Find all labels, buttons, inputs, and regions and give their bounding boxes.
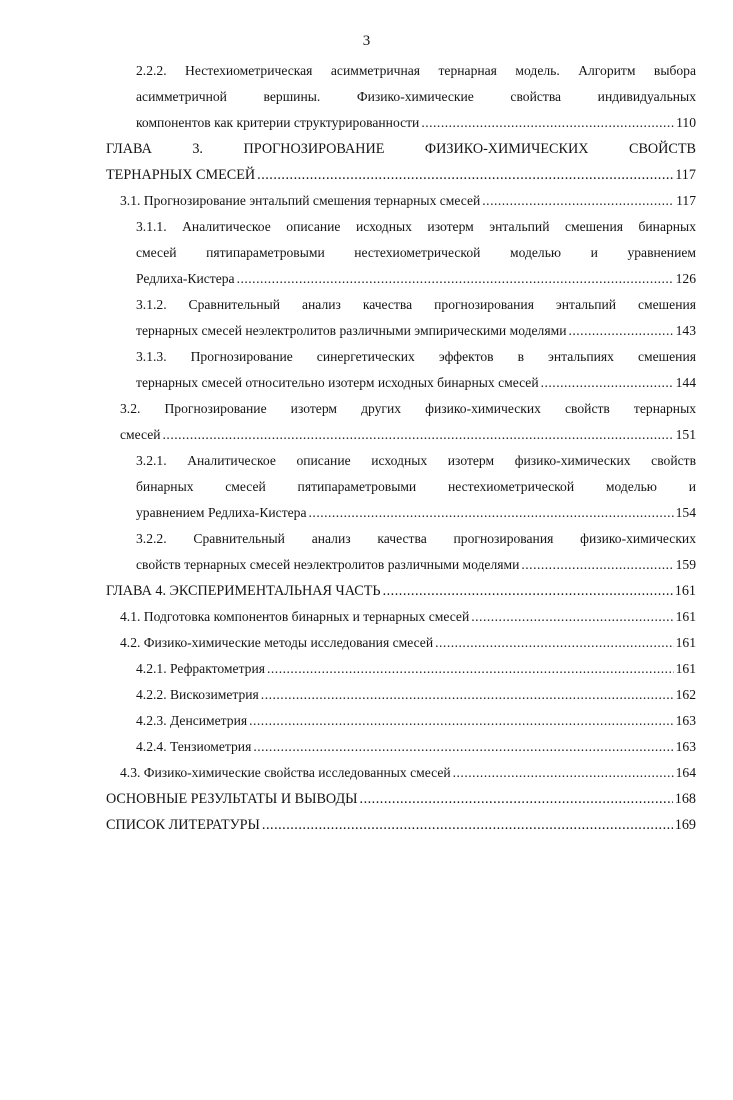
toc-entry-title: тернарных смесей неэлектролитов различными эмпирическими моделями bbox=[136, 323, 567, 338]
toc-entry-last-line bbox=[136, 734, 696, 760]
toc-entry-last-line bbox=[136, 500, 696, 526]
toc-entry-line: 2.2.2. Нестехиометрическая асимметричная тернарная модель. Алгоритм выбора bbox=[136, 63, 696, 78]
toc-entry-title: 4.2.4. Тензиометрия bbox=[136, 739, 252, 754]
toc-entry-title: 4.1. Подготовка компонентов бинарных и тернарных смесей bbox=[120, 609, 470, 624]
toc-entry-line: 3.1.2. Сравнительный анализ качества прогнозирования энтальпий смешения bbox=[136, 297, 696, 312]
toc-entry[interactable] bbox=[106, 396, 696, 448]
toc-entry[interactable] bbox=[106, 786, 696, 812]
toc-entry[interactable] bbox=[106, 214, 696, 292]
toc-entry-last-line bbox=[120, 604, 696, 630]
toc-entry[interactable] bbox=[106, 656, 696, 682]
toc-entry[interactable] bbox=[106, 188, 696, 214]
toc-entry[interactable] bbox=[106, 292, 696, 344]
dot-leader bbox=[471, 604, 673, 630]
dot-leader bbox=[421, 110, 674, 136]
toc-entry-line: 3.2.2. Сравнительный анализ качества прогнозирования физико-химических bbox=[136, 531, 696, 546]
toc-entry-last-line bbox=[106, 578, 696, 604]
toc-entry[interactable] bbox=[106, 708, 696, 734]
dot-leader bbox=[253, 734, 673, 760]
toc-entry-last-line bbox=[120, 422, 696, 448]
toc-entry[interactable] bbox=[106, 58, 696, 136]
toc-entry[interactable] bbox=[106, 448, 696, 526]
dot-leader bbox=[267, 656, 674, 682]
toc-entry-last-line bbox=[136, 682, 696, 708]
toc-entry[interactable] bbox=[106, 734, 696, 760]
toc-entry-line: смесей пятипараметровыми нестехиометрической моделью и уравнением bbox=[136, 245, 696, 260]
toc-page-number: 110 bbox=[676, 115, 696, 130]
toc-entry-line: 3.2.1. Аналитическое описание исходных изотерм физико-химических свойств bbox=[136, 453, 696, 468]
toc-entry-title: компонентов как критерии структурированности bbox=[136, 115, 420, 130]
toc-entry-title: СПИСОК ЛИТЕРАТУРЫ bbox=[106, 817, 260, 833]
dot-leader bbox=[257, 162, 673, 188]
dot-leader bbox=[383, 578, 673, 604]
toc-entry[interactable] bbox=[106, 344, 696, 396]
toc-entry-line: ГЛАВА 3. ПРОГНОЗИРОВАНИЕ ФИЗИКО-ХИМИЧЕСКИХ СВОЙСТВ bbox=[106, 141, 696, 157]
toc-entry-title: Редлиха-Кистера bbox=[136, 271, 235, 286]
toc-entry-last-line bbox=[136, 110, 696, 136]
toc-entry-title: 4.2.3. Денсиметрия bbox=[136, 713, 248, 728]
toc-entry-last-line bbox=[120, 760, 696, 786]
toc-entry-title: ТЕРНАРНЫХ СМЕСЕЙ bbox=[106, 167, 256, 183]
toc-entry-line: 3.2. Прогнозирование изотерм других физико-химических свойств тернарных bbox=[120, 401, 696, 416]
toc-page-number: 159 bbox=[675, 557, 696, 572]
toc-entry-line: бинарных смесей пятипараметровыми нестехиометрической моделью и bbox=[136, 479, 696, 494]
toc-entry-line: асимметричной вершины. Физико-химические свойства индивидуальных bbox=[136, 89, 696, 104]
toc-page-number: 162 bbox=[675, 687, 696, 702]
toc-page-number: 161 bbox=[675, 661, 696, 676]
dot-leader bbox=[568, 318, 673, 344]
toc-entry-title: свойств тернарных смесей неэлектролитов различными моделями bbox=[136, 557, 520, 572]
toc-entry[interactable] bbox=[106, 812, 696, 838]
toc-entry-last-line bbox=[120, 188, 696, 214]
toc-entry-title: тернарных смесей относительно изотерм исходных бинарных смесей bbox=[136, 375, 539, 390]
toc-entry-title: 4.2.2. Вискозиметрия bbox=[136, 687, 259, 702]
toc-entry-last-line bbox=[106, 812, 696, 838]
toc-entry[interactable] bbox=[106, 136, 696, 188]
toc-page-number: 161 bbox=[675, 635, 696, 650]
toc-entry-line: 3.1.1. Аналитическое описание исходных изотерм энтальпий смешения бинарных bbox=[136, 219, 696, 234]
toc-entry-title: 4.3. Физико-химические свойства исследованных смесей bbox=[120, 765, 451, 780]
dot-leader bbox=[262, 812, 673, 838]
toc-entry-title: уравнением Редлиха-Кистера bbox=[136, 505, 307, 520]
toc-entry-title: 3.1. Прогнозирование энтальпий смешения тернарных смесей bbox=[120, 193, 481, 208]
toc-entry-title: 4.2. Физико-химические методы исследования смесей bbox=[120, 635, 434, 650]
page-number: 3 bbox=[362, 33, 371, 49]
dot-leader bbox=[249, 708, 674, 734]
toc-entry-last-line bbox=[136, 318, 696, 344]
table-of-contents bbox=[106, 58, 696, 838]
toc-entry-title: смесей bbox=[120, 427, 161, 442]
dot-leader bbox=[453, 760, 674, 786]
dot-leader bbox=[521, 552, 673, 578]
toc-page-number: 164 bbox=[675, 765, 696, 780]
toc-page-number: 117 bbox=[675, 167, 696, 183]
toc-page-number: 117 bbox=[676, 193, 696, 208]
toc-entry[interactable] bbox=[106, 682, 696, 708]
toc-entry[interactable] bbox=[106, 760, 696, 786]
toc-entry-last-line bbox=[120, 630, 696, 656]
dot-leader bbox=[482, 188, 674, 214]
dot-leader bbox=[163, 422, 674, 448]
toc-entry[interactable] bbox=[106, 604, 696, 630]
toc-page-number: 163 bbox=[675, 713, 696, 728]
toc-page-number: 161 bbox=[675, 609, 696, 624]
toc-entry[interactable] bbox=[106, 526, 696, 578]
toc-entry[interactable] bbox=[106, 630, 696, 656]
toc-entry-line: 3.1.3. Прогнозирование синергетических эффектов в энтальпиях смешения bbox=[136, 349, 696, 364]
toc-page-number: 143 bbox=[675, 323, 696, 338]
toc-page-number: 126 bbox=[675, 271, 696, 286]
toc-entry-last-line bbox=[136, 370, 696, 396]
dot-leader bbox=[541, 370, 674, 396]
dot-leader bbox=[360, 786, 673, 812]
toc-page-number: 161 bbox=[674, 583, 696, 599]
toc-entry[interactable] bbox=[106, 578, 696, 604]
toc-page-number: 169 bbox=[674, 817, 696, 833]
toc-entry-last-line bbox=[136, 266, 696, 292]
toc-page-number: 154 bbox=[675, 505, 696, 520]
toc-page-number: 163 bbox=[675, 739, 696, 754]
toc-page-number: 144 bbox=[675, 375, 696, 390]
toc-entry-last-line bbox=[106, 786, 696, 812]
toc-entry-title: 4.2.1. Рефрактометрия bbox=[136, 661, 265, 676]
toc-entry-last-line bbox=[136, 708, 696, 734]
toc-entry-last-line bbox=[136, 656, 696, 682]
toc-entry-last-line bbox=[136, 552, 696, 578]
toc-entry-last-line bbox=[106, 162, 696, 188]
toc-entry-title: ГЛАВА 4. ЭКСПЕРИМЕНТАЛЬНАЯ ЧАСТЬ bbox=[106, 583, 381, 599]
toc-page-number: 168 bbox=[674, 791, 696, 807]
dot-leader bbox=[309, 500, 674, 526]
dot-leader bbox=[261, 682, 674, 708]
toc-page-number: 151 bbox=[675, 427, 696, 442]
toc-entry-title: ОСНОВНЫЕ РЕЗУЛЬТАТЫ И ВЫВОДЫ bbox=[106, 791, 358, 807]
dot-leader bbox=[435, 630, 673, 656]
dot-leader bbox=[237, 266, 674, 292]
